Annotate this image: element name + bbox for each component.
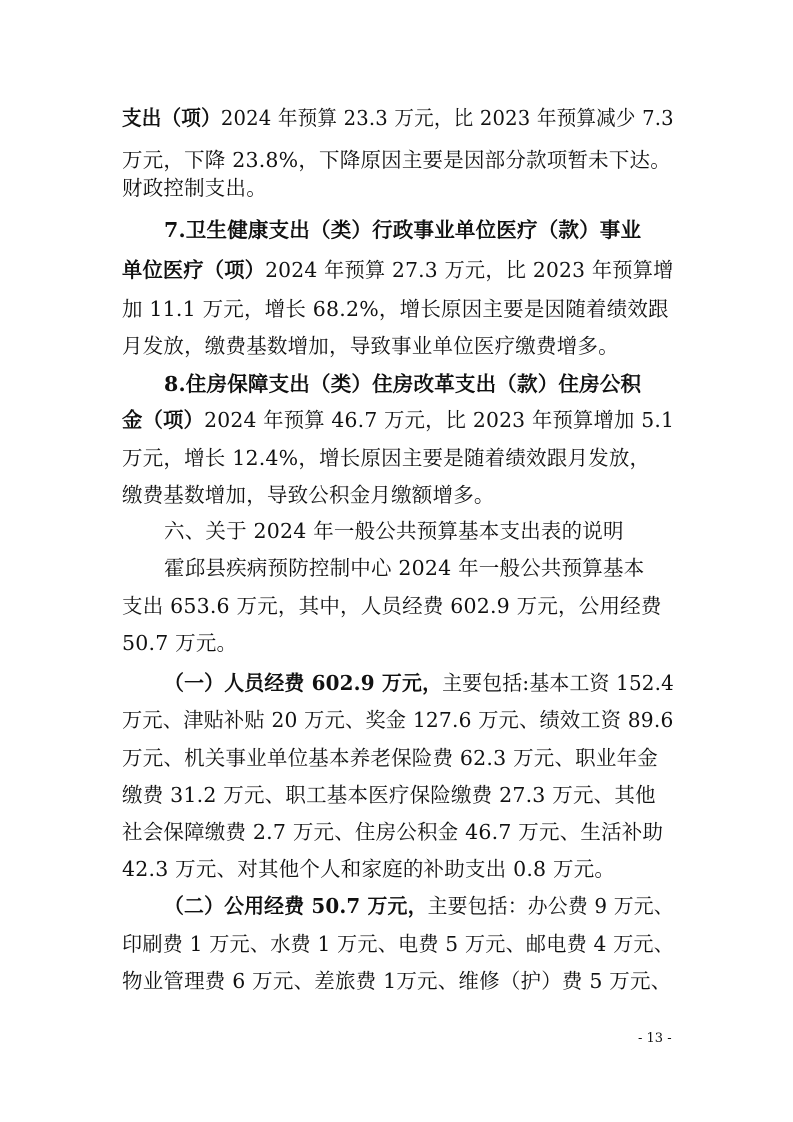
text-line-23: 印刷费 1 万元、水费 1 万元、电费 5 万元、邮电费 4 万元、 [122, 932, 675, 956]
text-line-14: 支出 653.6 万元，其中，人员经费 602.9 万元，公用经费 [122, 594, 662, 618]
text-line-21: 42.3 万元、对其他个人和家庭的补助支出 0.8 万元。 [122, 857, 616, 881]
text-line-5: 单位医疗（项）2024 年预算 27.3 万元，比 2023 年预算增 [122, 258, 674, 282]
page-number: - 13 - [638, 1031, 672, 1046]
section-heading-6: 六、关于 2024 年一般公共预算基本支出表的说明 [164, 519, 624, 543]
heading-item-7: 7.卫生健康支出（类）行政事业单位医疗（款）事业 [164, 218, 642, 242]
text-line-15: 50.7 万元。 [122, 631, 238, 655]
text-line-17: 万元、津贴补贴 20 万元、奖金 127.6 万元、绩效工资 89.6 [122, 708, 674, 732]
subheading-personnel-costs: （一）人员经费 602.9 万元，主要包括:基本工资 152.4 [164, 671, 674, 695]
text-line-9: 金（项）2024 年预算 46.7 万元，比 2023 年预算增加 5.1 [122, 408, 675, 432]
heading-item-8: 8.住房保障支出（类）住房改革支出（款）住房公积 [164, 372, 642, 396]
text-line-10: 万元，增长 12.4%，增长原因主要是随着绩效跟月发放， [122, 446, 651, 470]
text-line-20: 社会保障缴费 2.7 万元、住房公积金 46.7 万元、生活补助 [122, 820, 664, 844]
text-line-24: 物业管理费 6 万元、差旅费 1万元、维修（护）费 5 万元、 [122, 969, 672, 993]
text-line-19: 缴费 31.2 万元、职工基本医疗保险缴费 27.3 万元、其他 [122, 783, 656, 807]
text-line-1: 支出（项）2024 年预算 23.3 万元，比 2023 年预算减少 7.3 [122, 106, 674, 130]
text-line-18: 万元、机关事业单位基本养老保险费 62.3 万元、职业年金 [122, 746, 658, 770]
subheading-public-costs: （二）公用经费 50.7 万元，主要包括：办公费 9 万元、 [164, 894, 674, 918]
text-line-13: 霍邱县疾病预防控制中心 2024 年一般公共预算基本 [164, 556, 645, 580]
text-line-3: 财政控制支出。 [122, 176, 267, 200]
text-line-2: 万元，下降 23.8%，下降原因主要是因部分款项暂未下达。 [122, 148, 671, 172]
text-line-11: 缴费基数增加，导致公积金月缴额增多。 [122, 483, 495, 507]
text-line-6: 加 11.1 万元，增长 68.2%，增长原因主要是因随着绩效跟 [122, 297, 669, 321]
text-line-7: 月发放，缴费基数增加，导致事业单位医疗缴费增多。 [122, 334, 619, 358]
